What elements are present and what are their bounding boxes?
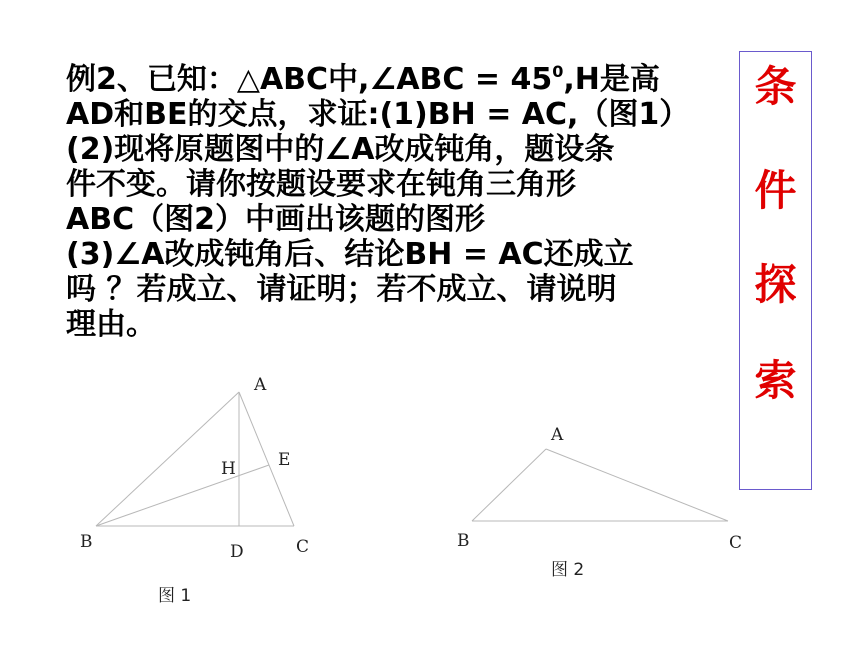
- fig1-altitude-be: [96, 465, 269, 526]
- fig1-label-d: D: [230, 542, 244, 562]
- problem-line-4: 件不变。请你按题设要求在钝角三角形: [66, 167, 576, 202]
- problem-line-8: 理由。: [66, 307, 156, 342]
- fig2-side-ab: [472, 449, 546, 521]
- side-char-3: 探: [754, 260, 797, 309]
- problem-line-7: 吗 ？若成立、请证明；若不成立、请说明: [66, 272, 617, 307]
- fig1-label-e: E: [278, 450, 291, 470]
- problem-line-1-b: ,H是高: [563, 62, 660, 97]
- side-char-1: 条: [754, 62, 797, 111]
- figure-1: [96, 392, 294, 526]
- fig1-label-b: B: [80, 532, 93, 552]
- degree-superscript: 0: [552, 62, 564, 81]
- problem-line-6: (3)∠A改成钝角后、结论BH = AC还成立: [66, 237, 634, 272]
- problem-line-3: (2)现将原题图中的∠A改成钝角，题设条: [66, 132, 615, 167]
- figure-2: [472, 449, 728, 521]
- fig1-label-a: A: [254, 375, 267, 395]
- side-char-4: 索: [754, 356, 797, 405]
- fig2-label-b: B: [457, 531, 470, 551]
- fig1-caption: 图 1: [158, 586, 192, 606]
- fig1-side-ab: [96, 392, 239, 526]
- fig2-label-a: A: [551, 425, 564, 445]
- fig2-caption: 图 2: [551, 560, 585, 580]
- fig2-label-c: C: [729, 533, 743, 553]
- problem-line-1-a: 例2、已知：△ABC中,∠ABC = 45: [66, 62, 553, 97]
- fig1-label-h: H: [221, 459, 236, 479]
- problem-line-2: AD和BE的交点，求证:(1)BH = AC,（图1）: [66, 97, 690, 132]
- side-char-2: 件: [754, 166, 797, 215]
- problem-line-5: ABC（图2）中画出该题的图形: [66, 202, 485, 237]
- fig1-label-c: C: [296, 537, 310, 557]
- fig2-side-ac: [546, 449, 728, 521]
